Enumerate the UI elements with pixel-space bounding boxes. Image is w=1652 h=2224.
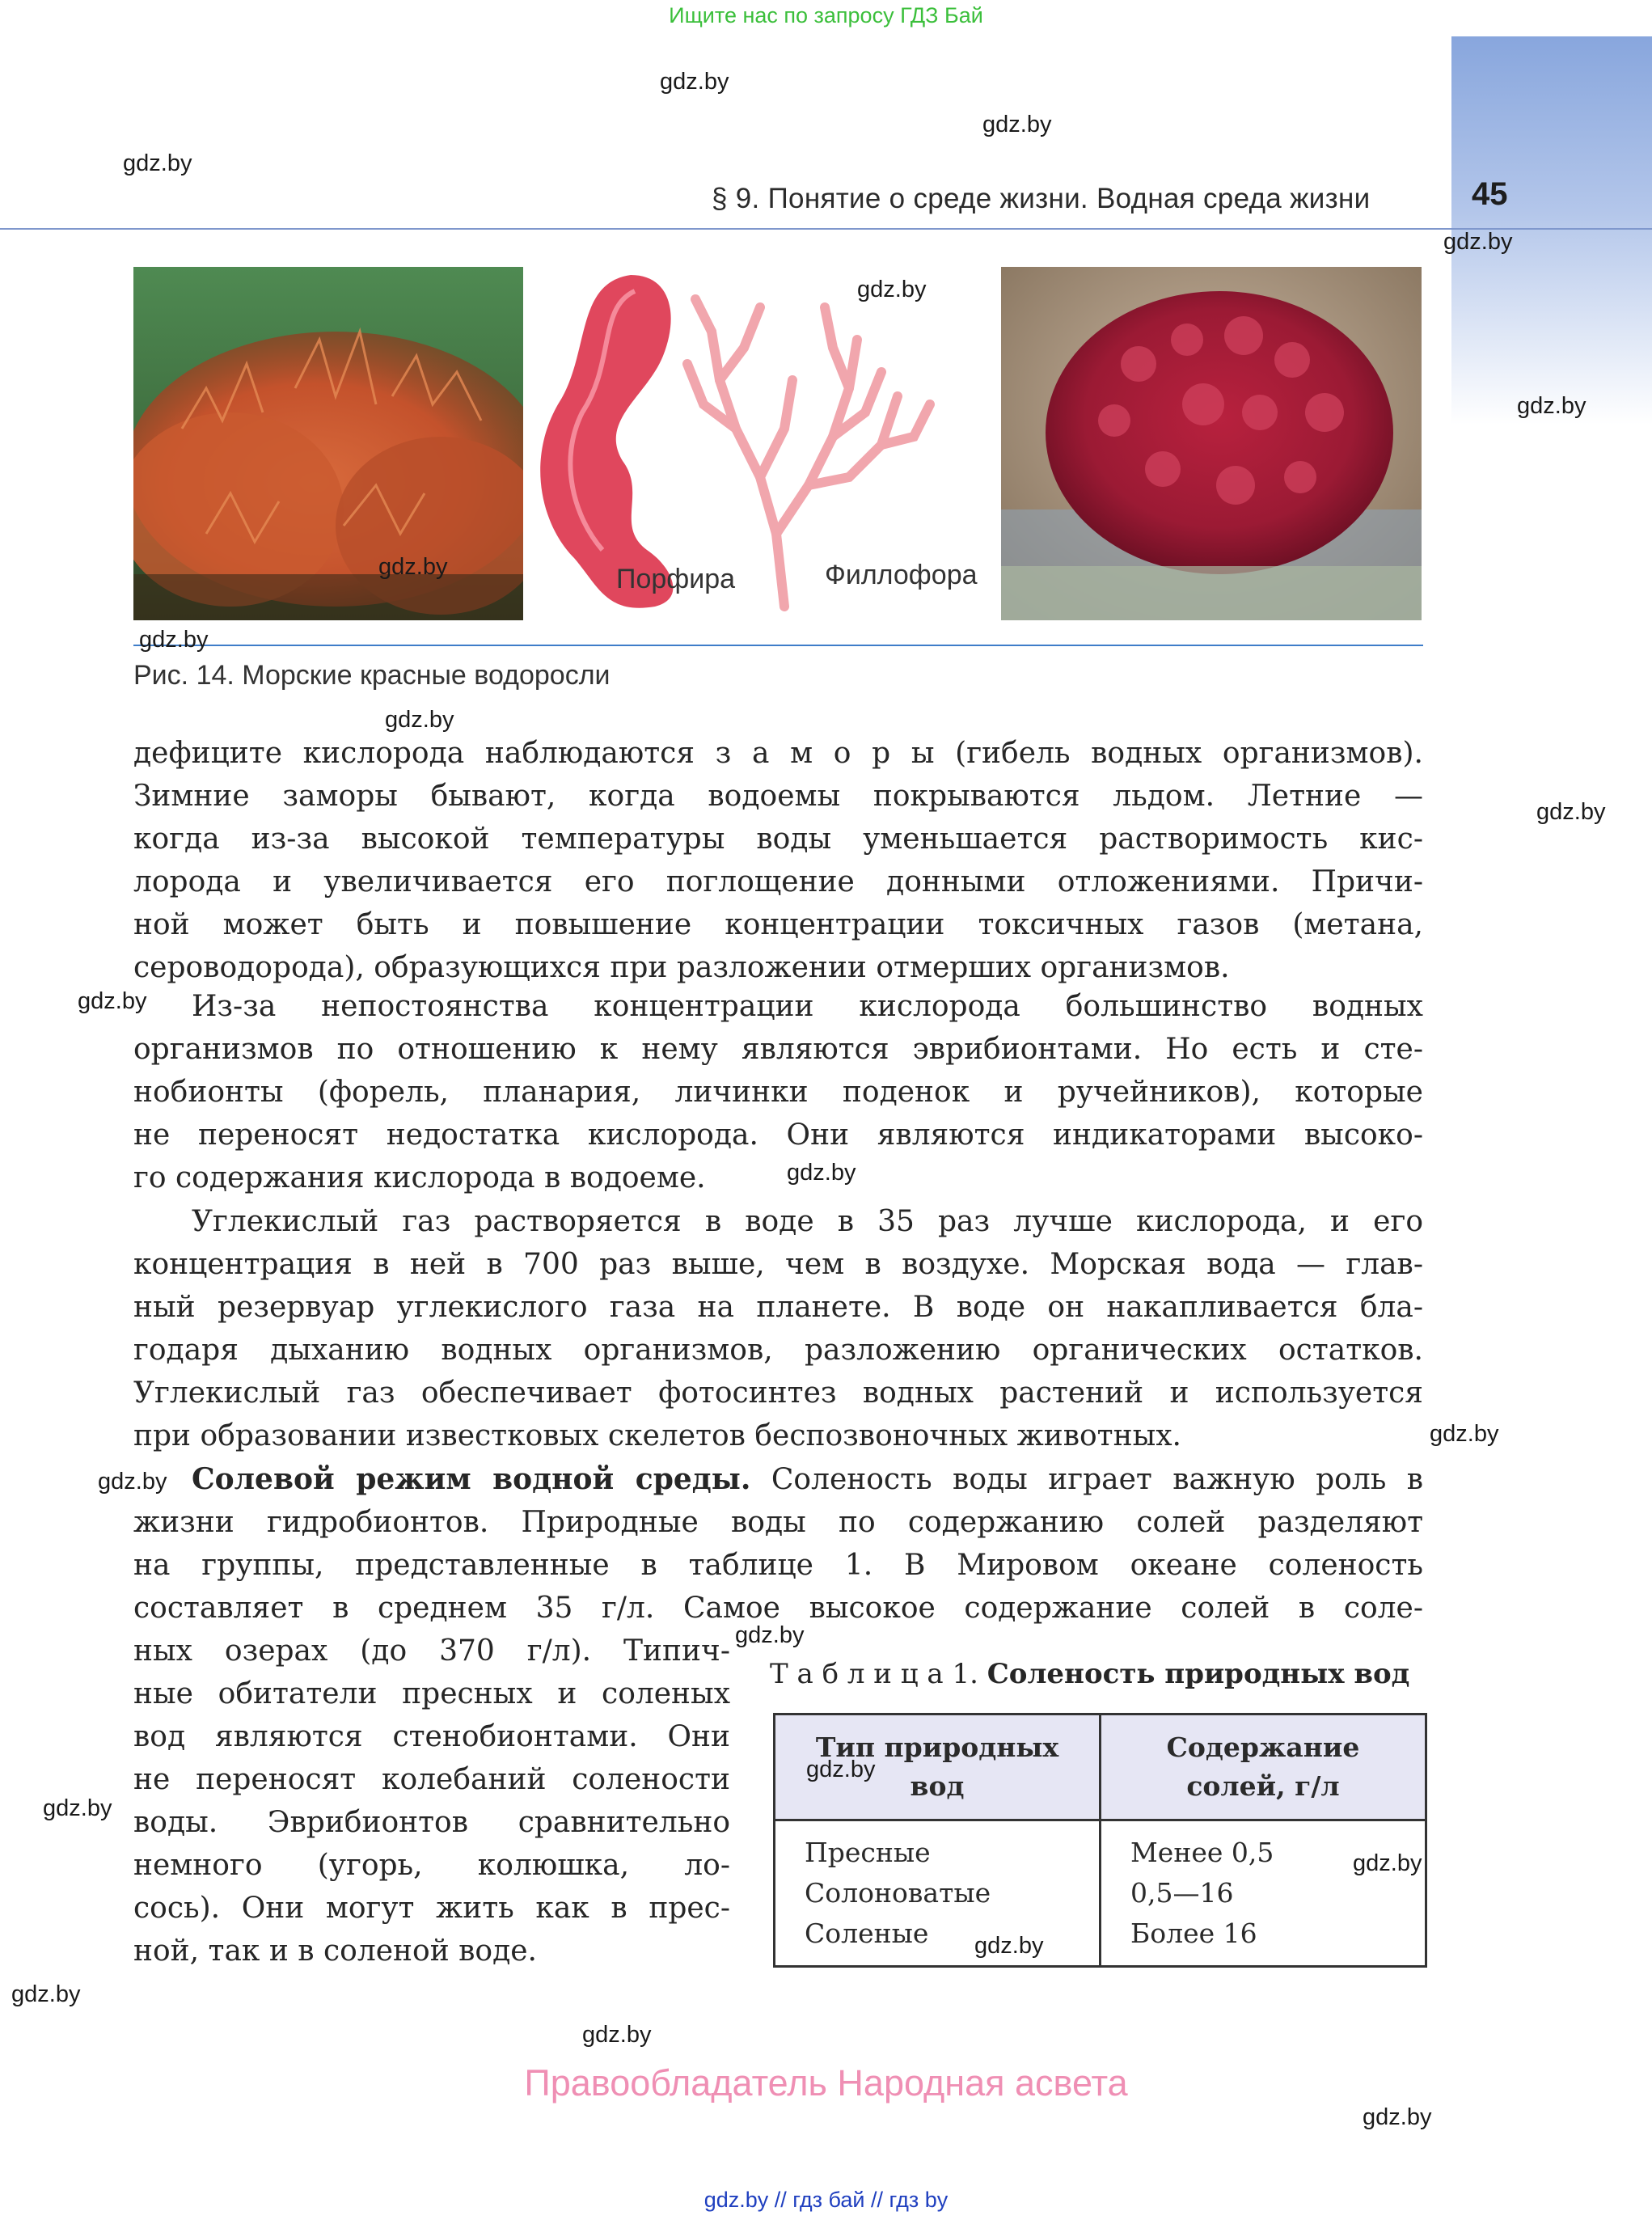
text-line: нобионты (форель, планария, личинки поденок и ручейников), которые [133, 1076, 1423, 1109]
salinity-table-wrap [773, 1713, 1427, 1968]
red-algae-photo-right [1001, 267, 1422, 620]
text-line: составляет в среднем 35 г/л. Самое высокое содержание солей в соле- [133, 1592, 1423, 1625]
watermark: gdz.by [806, 1757, 876, 1782]
text-line: сероводорода), образующихся при разложении отмерших организмов. [133, 951, 1230, 984]
porphyra-label: Порфира [616, 564, 736, 594]
watermark: gdz.by [378, 554, 448, 580]
watermark: gdz.by [78, 988, 147, 1014]
header-divider [0, 228, 1652, 230]
cell-text: 0,5—16 [1130, 1877, 1234, 1909]
text-line: сось). Они могут жить как в прес- [133, 1892, 730, 1925]
text-line: жизни гидробионтов. Природные воды по содержанию солей разделяют [133, 1506, 1423, 1539]
header-text: вод [910, 1770, 965, 1802]
section-title: § 9. Понятие о среде жизни. Водная среда жизни [712, 183, 1371, 214]
header-text: Тип природных [815, 1731, 1059, 1763]
header-text: солей, г/л [1186, 1770, 1340, 1802]
cell-text: Более 16 [1130, 1917, 1257, 1949]
text-line: вод являются стенобионтами. Они [133, 1720, 730, 1753]
watermark: gdz.by [735, 1622, 805, 1648]
text-line: ные обитатели пресных и соленых [133, 1677, 730, 1710]
watermark: gdz.by [98, 1469, 167, 1495]
header-salt-content [1101, 1715, 1426, 1820]
red-algae-photo-left [133, 267, 523, 620]
water-type-cell [775, 1820, 1101, 1967]
paragraph-oxygen [133, 985, 1423, 1199]
porphyra-icon [540, 275, 673, 608]
watermark: gdz.by [1430, 1421, 1499, 1447]
table-heading: Соленость природных вод [987, 1658, 1410, 1690]
watermark: gdz.by [982, 112, 1052, 137]
text-line: воды. Эврибионтов сравнительно [133, 1806, 730, 1839]
underwater-algae-image [133, 267, 523, 620]
text-line: ной, так и в соленой воде. [133, 1934, 537, 1968]
watermark: gdz.by [582, 2022, 652, 2048]
footer-links[interactable]: gdz.by // гдз бай // гдз by [703, 2188, 949, 2212]
text-line: лорода и увеличивается его поглощение донными отложениями. Причи- [133, 865, 1423, 898]
watermark: gdz.by [43, 1795, 112, 1821]
watermark: gdz.by [123, 150, 192, 176]
paragraph-salinity [133, 1458, 1423, 1630]
text-line: дефиците кислорода наблюдаются з а м о р ы (гибель водных организмов). [133, 737, 1423, 770]
text-line: когда из-за высокой температуры воды уменьшается растворимость кис- [133, 822, 1423, 856]
table-row [775, 1820, 1426, 1967]
cell-text: Солоноватые [805, 1877, 991, 1909]
watermark: gdz.by [1353, 1850, 1422, 1876]
text-line: годаря дыханию водных организмов, разложению органических остатков. [133, 1334, 1423, 1367]
text-line: Зимние заморы бывают, когда водоемы покрываются льдом. Летние — [133, 780, 1423, 813]
paragraph-salinity-narrow [133, 1630, 730, 1972]
text-line: не переносят колебаний солености [133, 1763, 730, 1796]
text-line: на группы, представленные в таблице 1. В Мировом океане соленость [133, 1549, 1423, 1582]
text-fragment: Соленость воды играет важную роль в [750, 1463, 1424, 1496]
figure-caption: Рис. 14. Морские красные водоросли [133, 660, 611, 691]
top-search-hint[interactable]: Ищите нас по запросу ГДЗ Бай [669, 3, 983, 27]
text-line: Углекислый газ растворяется в воде в 35 раз лучше кислорода, и его [192, 1205, 1423, 1238]
salinity-heading: Солевой режим водной среды. [192, 1462, 751, 1496]
watermark: gdz.by [1443, 229, 1513, 255]
text-line: ный резервуар углекислого газа на планете. В воде он накапливается бла- [133, 1291, 1423, 1324]
text-line: при образовании известковых скелетов беспозвоночных животных. [133, 1419, 1181, 1452]
watermark: gdz.by [1363, 2104, 1432, 2130]
text-line: Из-за непостоянства концентрации кислорода большинство водных [192, 990, 1423, 1023]
header-text: Содержание [1166, 1731, 1360, 1763]
copyright-owner: Правообладатель Народная асвета [524, 2062, 1128, 2103]
text-line: не переносят недостатка кислорода. Они являются индикаторами высоко- [133, 1118, 1423, 1152]
table-label: Т а б л и ц а 1. [770, 1658, 978, 1690]
text-line: Углекислый газ обеспечивает фотосинтез водных растений и используется [133, 1376, 1423, 1410]
watermark: gdz.by [139, 627, 209, 653]
watermark: gdz.by [1536, 799, 1606, 825]
watermark: gdz.by [385, 707, 454, 733]
watermark: gdz.by [974, 1933, 1044, 1959]
porphyra-phyllophora-illustration [526, 267, 995, 620]
watermark: gdz.by [787, 1160, 856, 1186]
watermark: gdz.by [857, 277, 927, 302]
watermark: gdz.by [1517, 393, 1587, 419]
salt-content-cell [1101, 1820, 1426, 1967]
text-line: немного (угорь, колюшка, ло- [133, 1849, 730, 1882]
paragraph-zamory [133, 732, 1423, 989]
cell-text: Соленые [805, 1917, 929, 1949]
red-algae-closeup-image [1001, 267, 1422, 620]
text-line: го содержания кислорода в водоеме. [133, 1161, 706, 1194]
text-line: организмов по отношению к нему являются эврибионтами. Но есть и сте- [133, 1033, 1423, 1066]
table-title [770, 1658, 1409, 1690]
figure-rule [133, 645, 1423, 646]
cell-text: Пресные [805, 1837, 931, 1868]
text-line [133, 1458, 1423, 1501]
text-line: ных озерах (до 370 г/л). Типич- [133, 1634, 730, 1668]
algae-drawings [526, 267, 995, 620]
text-line: ной может быть и повышение концентрации токсичных газов (метана, [133, 908, 1423, 941]
watermark: gdz.by [11, 1981, 81, 2007]
text-line: концентрация в ней в 700 раз выше, чем в воздухе. Морская вода — глав- [133, 1248, 1423, 1281]
page-number: 45 [1472, 176, 1508, 212]
paragraph-co2 [133, 1200, 1423, 1457]
watermark: gdz.by [660, 69, 729, 95]
phyllophora-label: Филлофора [825, 560, 978, 590]
cell-text: Менее 0,5 [1130, 1837, 1274, 1868]
salinity-table [773, 1713, 1427, 1968]
